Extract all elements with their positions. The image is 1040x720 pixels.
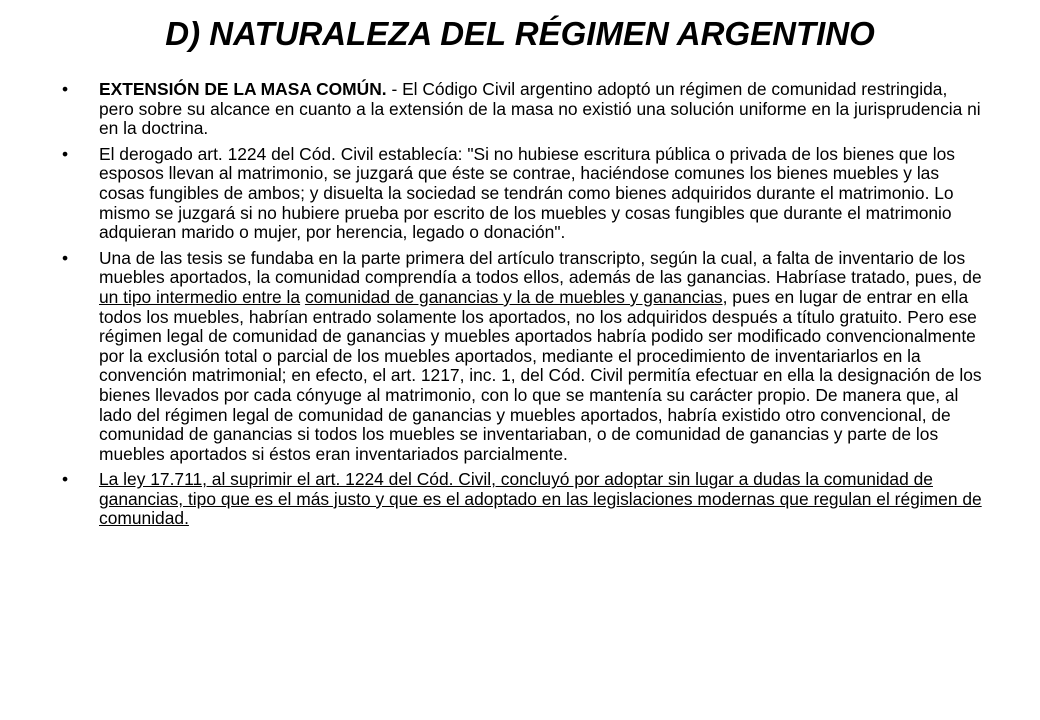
bullet-text: , pues en lugar de entrar en ella todos los muebles, habrían entrado solamente los aportados, no los adquiridos después a título gratuito. Pero ese régimen legal de comunidad de ganancias y muebles aportados habría podido ser modificado convencionalmente por la exclusión total o parcial de los muebles aportados, mediante el procedimiento de inventariarlos en la convención matrimonial; en efecto, el art. 1217, inc. 1, del Cód. Civil permitía efectuar en ella la designación de los bienes llevados por cada cónyuge al matrimonio, con lo que se mantenía su carácter propio. De manera que, al lado del régimen legal de comunidad de ganancias y muebles aportados, habría existido otro convencional, de comunidad de ganancias si todos los muebles se inventariaban, o de comunidad de ganancias y parte de los muebles aportados si éstos eran inventariados parcialmente. [99,286,982,464]
slide-title: D) NATURALEZA DEL RÉGIMEN ARGENTINO [165,15,875,52]
underlined-phrase: un tipo intermedio entre la [99,286,301,307]
underlined-conclusion: La ley 17.711, al suprimir el art. 1224 del Cód. Civil, concluyó por adoptar sin lugar a dudas la comunidad de ganancias, tipo que es el más justo y que es el adoptado en las legislaciones modernas que regulan el régimen de comunidad. [99,469,982,529]
bullet-item-tesis [62,249,982,465]
bullet-text: Una de las tesis se fundaba en la parte primera del artículo transcripto, según la cual, a falta de inventario de los muebles aportados, la comunidad comprendía a todos ellos, además de las ganancias. Habríase tratado, pues, de [99,247,982,288]
bullet-item-extension [62,80,982,139]
bullet-item-art-1224 [62,145,982,243]
bullet-text: - El Código Civil argentino adoptó un régimen de comunidad restringida, pero sobre su alcance en cuanto a la extensión de la masa no existió una solución uniforme en la jurisprudencia ni en la doctrina. [99,79,981,139]
bullet-dot-icon: • [62,143,69,164]
bullet-dot-icon: • [62,79,69,99]
bullet-dot-icon: • [62,247,69,268]
bullet-text: El derogado art. 1224 del Cód. Civil establecía: "Si no hubiese escritura pública o privada de los bienes que los esposos llevan al matrimonio, se juzgará que éste se contrae, haciéndose comunes los bienes muebles y las cosas fungibles de ambos; y disuelta la sociedad se tendrán como bienes adquiridos durante el matrimonio. Lo mismo se juzgará si no hubiere prueba por escrito de los muebles y cosas fungibles que durante el matrimonio adquieran marido o mujer, por herencia, legado o donación". [99,143,955,243]
bullet-item-ley-17711 [62,470,982,529]
underlined-phrase: comunidad de ganancias y la de muebles y ganancias [304,286,723,307]
bullet-list [62,80,982,535]
bullet-heading: EXTENSIÓN DE LA MASA COMÚN. [99,79,387,99]
bullet-dot-icon: • [62,469,69,490]
